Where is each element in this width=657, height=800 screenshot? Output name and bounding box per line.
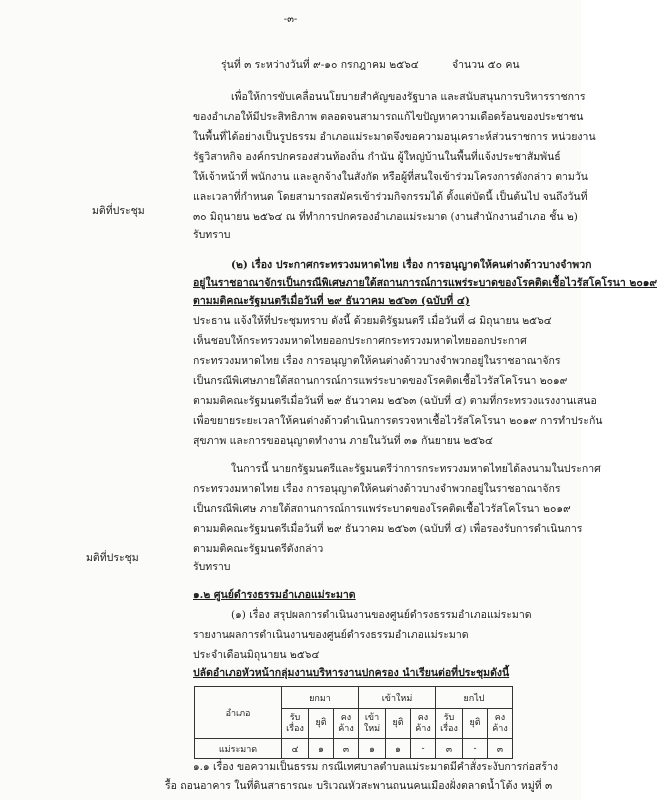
page-number: -๓- <box>283 14 298 25</box>
para1-line: ให้เจ้าหน้าที่ พนักงาน และลูกจ้างในสังกัด หรือผู้ที่สนใจเข้าร่วมโครงการดังกล่าว ตามวัน <box>193 171 588 183</box>
topic2-body-line: เห็นชอบให้กระทรวงมหาดไทยออกประกาศกระทรวงมหาดไทยออกประกาศ <box>193 335 527 347</box>
topic2-body2-line: ในการนี้ นายกรัฐมนตรีและรัฐมนตรีว่าการกระทรวงมหาดไทยได้ลงนามในประกาศ <box>231 463 601 475</box>
sub-heading: (๑) เรื่อง สรุปผลการดำเนินงานของศูนย์ดำรงธรรมอำเภอแม่ระมาด <box>231 609 532 621</box>
sub-body-line: รายงานผลการดำเนินงานของศูนย์ดำรงธรรมอำเภอแม่ระมาด <box>193 629 469 641</box>
value-cell: - <box>411 739 436 759</box>
subheader-cell: คง ค้าง <box>488 709 513 739</box>
topic2-body-line: กระทรวงมหาดไทย เรื่อง การอนุญาตให้คนต่างด้าวบางจำพวกอยู่ในราชอาณาจักร <box>193 355 561 367</box>
para1-line: และเวลาที่กำหนด โดยสามารถสมัครเข้าร่วมกิจกรรมได้ ตั้งแต่บัดนี้ เป็นต้นไป จนถึงวันที่ <box>193 191 588 203</box>
session-line: รุ่นที่ ๓ ระหว่างวันที่ ๙-๑๐ กรกฎาคม ๒๕๖๔ <box>221 59 419 71</box>
section-heading: ๑.๒ ศูนย์ดำรงธรรมอำเภอแม่ระมาด <box>193 589 356 601</box>
results-table <box>194 686 513 759</box>
topic2-body2-line: เป็นกรณีพิเศษ ภายใต้สถานการณ์การแพร่ระบาดของโรคติดเชื้อไวรัสโคโรนา ๒๐๑๙ <box>193 503 571 515</box>
topic2-body-line: เป็นกรณีพิเศษภายใต้สถานการณ์การแพร่ระบาดของโรคติดเชื้อไวรัสโคโรนา ๒๐๑๙ <box>193 375 568 387</box>
subheader-cell: เข้า ใหม่ <box>359 709 386 739</box>
topic2-body2-line: ตามมติคณะรัฐมนตรีดังกล่าว <box>193 543 324 555</box>
group-header-new: เข้าใหม่ <box>359 687 436 709</box>
sub-body-line: ประจำเดือนมิถุนายน ๒๕๖๔ <box>193 649 320 661</box>
resolution-label: มติที่ประชุม <box>92 205 145 217</box>
subheader-cell: ยุติ <box>463 709 488 739</box>
topic2-body-line: ตามมติคณะรัฐมนตรีเมื่อวันที่ ๒๙ ธันวาคม ๒๕๖๓ (ฉบับที่ ๔) ตามที่กระทรวงแรงงานเสนอ <box>193 395 597 407</box>
subheader-cell: รับ เรื่อง <box>282 709 309 739</box>
participant-count: จำนวน ๕๐ คน <box>452 59 520 71</box>
value-cell: ๓ <box>488 739 513 759</box>
topic2-body2-line: กระทรวงมหาดไทย เรื่อง การอนุญาตให้คนต่างด้าวบางจำพวกอยู่ในราชอาณาจักร <box>193 483 561 495</box>
resolution-text: รับทราบ <box>193 229 231 241</box>
para1-line: ของอำเภอให้มีประสิทธิภาพ ตลอดจนสามารถแก้ไขปัญหาความเดือดร้อนของประชาชน <box>193 111 584 123</box>
subheader-cell: ยุติ <box>309 709 334 739</box>
value-cell: - <box>463 739 488 759</box>
para1-line: รัฐวิสาหกิจ องค์กรปกครองส่วนท้องถิ่น กำนัน ผู้ใหญ่บ้านในพื้นที่แจ้งประชาสัมพันธ์ <box>193 151 561 163</box>
footer-line: รื้อ ถอนอาคาร ในที่ดินสาธารณะ บริเวณหัวสะพานถนนคนเมืองฝั่งตลาดน้ำโต้ง หมู่ที่ ๓ <box>165 780 553 792</box>
value-cell: ๓ <box>334 739 359 759</box>
value-cell: ๑ <box>386 739 411 759</box>
value-cell: ๑ <box>359 739 386 759</box>
subheader-cell: คง ค้าง <box>411 709 436 739</box>
footer-line: ๑.๑ เรื่อง ขอความเป็นธรรม กรณีเทศบาลตำบลแม่ระมาดมีคำสั่งระงับการก่อสร้าง <box>193 761 559 773</box>
col-district-header: อำเภอ <box>195 687 282 739</box>
value-cell: ๔ <box>282 739 309 759</box>
resolution-label: มติที่ประชุม <box>86 552 139 564</box>
topic2-body-line: เพื่อขยายระยะเวลาให้คนต่างด้าวดำเนินการตรวจหาเชื้อไวรัสโคโรนา ๒๐๑๙ การทำประกัน <box>193 415 603 427</box>
topic2-body2-line: ตามมติคณะรัฐมนตรีเมื่อวันที่ ๒๙ ธันวาคม ๒๕๖๓ (ฉบับที่ ๔) เพื่อรองรับการดำเนินการ <box>193 523 583 535</box>
district-cell: แม่ระมาด <box>195 739 282 759</box>
para1-line: ๓๐ มิถุนายน ๒๕๖๔ ณ ที่ทำการปกครองอำเภอแม่ระมาด (งานสำนักงานอำเภอ ชั้น ๒) <box>193 211 578 223</box>
resolution-text: รับทราบ <box>193 561 231 573</box>
subheader-cell: คง ค้าง <box>334 709 359 739</box>
topic2-heading-line: (๒) เรื่อง ประกาศกระทรวงมหาดไทย เรื่อง การอนุญาตให้คนต่างด้าวบางจำพวก <box>231 259 592 271</box>
topic2-body-line: สุขภาพ และการขออนุญาตทำงาน ภายในวันที่ ๓๑ กันยายน ๒๕๖๔ <box>193 435 493 447</box>
para1-line: ในพื้นที่ได้อย่างเป็นรูปธรรม อำเภอแม่ระมาดจึงขอความอนุเคราะห์ส่วนราชการ หน่วยงาน <box>193 131 596 143</box>
subheader-cell: รับ เรื่อง <box>436 709 463 739</box>
value-cell: ๓ <box>436 739 463 759</box>
presenter-line: ปลัดอำเภอหัวหน้ากลุ่มงานบริหารงานปกครอง นำเรียนต่อที่ประชุมดังนี้ <box>193 667 510 679</box>
para1-line: เพื่อให้การขับเคลื่อนนโยบายสำคัญของรัฐบาล และสนับสนุนการบริหารราชการ <box>231 91 586 103</box>
group-header-yokma: ยกมา <box>282 687 359 709</box>
topic2-body-line: ประธาน แจ้งให้ที่ประชุมทราบ ดังนี้ ด้วยมติรัฐมนตรี เมื่อวันที่ ๘ มิถุนายน ๒๕๖๔ <box>193 315 552 327</box>
subheader-cell: ยุติ <box>386 709 411 739</box>
topic2-heading-line: ตามมติคณะรัฐมนตรีเมื่อวันที่ ๒๙ ธันวาคม ๒๕๖๓ (ฉบับที่ ๔) <box>193 295 470 307</box>
topic2-heading-line: อยู่ในราชอาณาจักรเป็นกรณีพิเศษภายใต้สถานการณ์การแพร่ระบาดของโรคติดเชื้อไวรัสโคโรนา ๒๐๑๙ <box>193 277 657 289</box>
group-header-yokpai: ยกไป <box>436 687 513 709</box>
value-cell: ๑ <box>309 739 334 759</box>
